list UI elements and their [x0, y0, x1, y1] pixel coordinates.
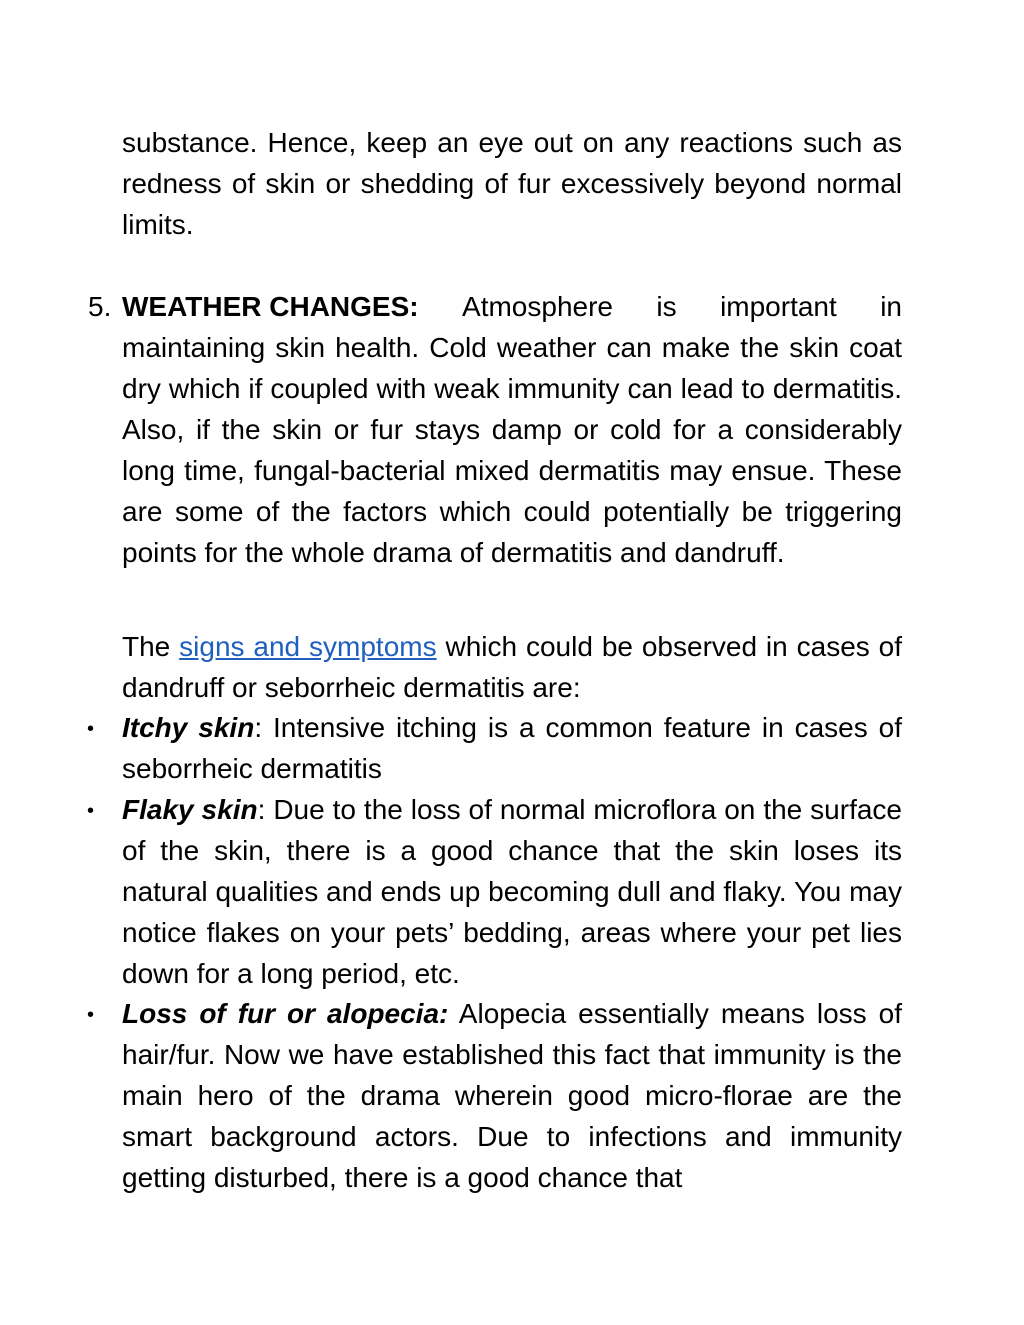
bullet-term: Itchy skin	[122, 712, 255, 743]
intro-before: The	[122, 631, 180, 662]
list-number-5: 5.	[88, 291, 112, 322]
signs-and-symptoms-link[interactable]: signs and symptoms	[179, 631, 437, 662]
bullet-loss-of-fur	[122, 993, 902, 1198]
item-first-line	[122, 286, 902, 327]
item-body-text: maintaining skin health. Cold weather can make the skin coat dry which if coupled with weak immunity can lead to dermatitis. Also, if the skin or fur stays damp or cold for a considerably long time, fungal-bacterial mixed dermatitis may ensue. These are some of the factors which could potentially be triggering points for the whole drama of dermatitis and dandruff.	[122, 332, 902, 568]
bullet-text: Intensive itching is a common feature in cases of seborrheic dermatitis	[122, 712, 902, 784]
heading-text: WEATHER CHANGES:	[122, 291, 419, 322]
first-word-4: in	[880, 291, 902, 322]
bullet-sep: :	[257, 794, 274, 825]
continuation-paragraph	[122, 122, 902, 245]
first-word-3: important	[720, 291, 837, 322]
bullet-sep	[448, 998, 458, 1029]
bullet-marker: •	[87, 800, 95, 822]
bullet-term: Loss of fur or alopecia:	[122, 998, 449, 1029]
paragraph-text: substance. Hence, keep an eye out on any reactions such as redness of skin or shedding of fur excessively beyond normal limits.	[122, 127, 902, 240]
bullet-sep: :	[254, 712, 274, 743]
first-word-1: Atmosphere	[462, 291, 613, 322]
first-word-2: is	[656, 291, 677, 322]
bullet-term: Flaky skin	[122, 794, 258, 825]
bullet-flaky-skin	[122, 789, 902, 994]
bullet-text: Due to the loss of normal microflora on the surface of the skin, there is a good chance that the skin loses its natural qualities and ends up becoming dull and flaky. You may notice flakes on your pets’ bedding, areas where your pet lies down for a long period, etc.	[122, 794, 903, 989]
bullet-marker: •	[87, 718, 95, 740]
signs-intro-paragraph	[122, 626, 902, 708]
weather-changes-item	[122, 286, 902, 573]
intro-after: which could be observed in cases of dandruff or seborrheic dermatitis are:	[122, 631, 903, 703]
item-heading	[122, 286, 419, 327]
bullet-text: Alopecia essentially means loss of hair/fur. Now we have established this fact that immunity is the main hero of the drama wherein good micro-florae are the smart background actors. Due to infections and immunity getting disturbed, there is a good chance that	[122, 998, 902, 1193]
bullet-itchy-skin	[122, 707, 902, 789]
bullet-marker: •	[87, 1004, 95, 1026]
